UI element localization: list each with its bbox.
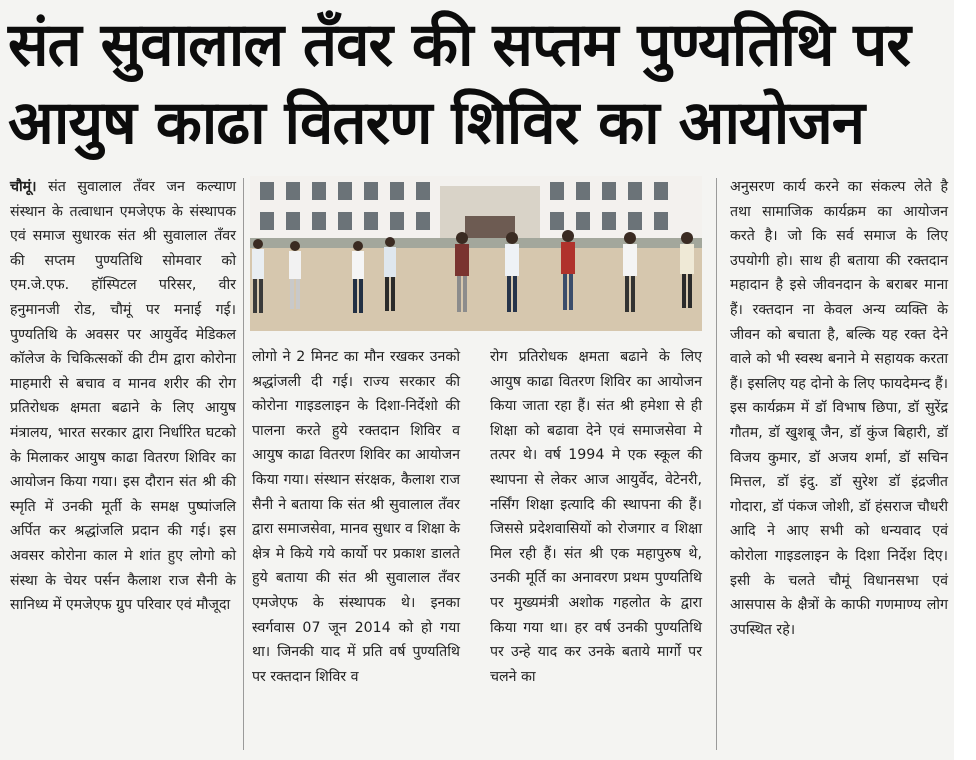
column-2-text: लोगो ने 2 मिनट का मौन रखकर उनको श्रद्धांजली दी गई। राज्य सरकार की कोरोना गाइडलाइन के दिशा-निर्देशो की पालना करते हुये रक्तदान शिविर व आयुष काढा वितरण शिविर का आयोजन किया गया। संस्थान संरक्षक, कैलाश राज सैनी ने बताया कि संत श्री सुवालाल तँवर द्वारा समाजसेवा, मानव सुधार व शिक्षा के क्षेत्र मे किये गये कार्यो पर प्रकाश डालते हुये बताया की संत श्री सुवालाल तँवर एमजेएफ के संस्थापक थे। इनका स्वर्गवास 07 जून 2014 को हो गया था। जिनकी याद में प्रति वर्ष पुण्यतिथि पर रक्तदान शिविर व <box>252 349 460 685</box>
headline-line-2: आयुष काढा वितरण शिविर का आयोजन <box>8 88 865 158</box>
article-column-2 <box>252 345 460 689</box>
column-1-text: संत सुवालाल तँवर जन कल्याण संस्थान के तत्वाधान एमजेएफ के संस्थापक एवं समाज सुधारक संत श्री सुवालाल तँवर की सप्तम पुण्यतिथि सोमवार को एम.जे.एफ. हॉस्पिटल परिसर, वीर हनुमानजी रोड, चौमूं पर मनाई गई। पुण्यतिथि के अवसर पर आयुर्वेद मेडिकल कॉलेज के चिकित्सकों की टीम द्वारा कोरोना माहमारी से बचाव व मानव शरीर की रोग प्रतिरोधक क्षमता बढाने के लिए आयुष मंत्रालय, भारत सरकार द्वारा निर्धारित घटको के मिलाकर आयुष काढा वितरण शिविर का आयोजन किया गया। इस दौरान संत श्री की स्मृति में उनकी मूर्ती के समक्ष पुष्पांजलि अर्पित कर श्रद्धांजलि प्रदान की गई। इस अवसर कोरोना काल मे शांत हुए लोगो को संस्था के चेयर पर्सन कैलाश राज सैनी के सानिध्य में एमजेएफ ग्रुप परिवार एवं मौजूदा <box>10 179 236 614</box>
article-column-3 <box>490 345 702 689</box>
headline <box>8 6 948 162</box>
article-column-1 <box>10 175 236 618</box>
event-photo <box>250 176 702 331</box>
article-column-4 <box>730 175 948 642</box>
column-3-text: रोग प्रतिरोधक क्षमता बढाने के लिए आयुष काढा वितरण शिविर का आयोजन किया जाता रहा हैं। संत श्री हमेशा से ही शिक्षा को बढावा देने एवं समाजसेवा मे तत्पर थे। वर्ष 1994 मे एक स्कूल की स्थापना से लेकर आज आयुर्वेद, वेटेनरी, नर्सिंग शिक्षा इत्यादि की स्थापना की हैं। जिससे प्रदेशवासियों को रोजगार व शिक्षा मिल रही हैं। संत श्री एक महापुरुष थे, उनकी मूर्ति का अनावरण प्रथम पुण्यतिथि पर मुख्यमंत्री अशोक गहलोत के द्वारा किया गया था। हर वर्ष उनकी पुण्यतिथि पर उन्हे याद कर उनके बताये मार्गो पर चलने का <box>490 349 702 685</box>
column-divider <box>716 178 717 750</box>
page-edge <box>954 0 976 760</box>
dateline: चौमूं। <box>10 179 37 195</box>
column-4-text: अनुसरण कार्य करने का संकल्प लेते है तथा सामाजिक कार्यक्रम का आयोजन करते है। जो कि सर्व समाज के लिए उपयोगी हो। साथ ही बताया की रक्तदान महादान है इसे जीवनदान के बराबर माना हैं। रक्तदान ना केवल अन्य व्यक्ति के जीवन को बचाता है, बल्कि यह रक्त देने वाले को भी स्वस्थ बनाने मे सहायक करता हैं। इसलिए यह दोनो के लिए फायदेमन्द हैं। इस कार्यक्रम में डॉ विभाष छिपा, डॉ सुरेंद्र गौतम, डॉ खुशबू जैन, डॉ कुंज बिहारी, डॉ विजय कुमार, डॉ अजय शर्मा, डॉ सचिन मित्तल, डॉ इंदु. डॉ सुरेश डॉ इंद्रजीत गोदारा, डॉ पंकज जोशी, डॉ हंसराज चौधरी आदि ने आए सभी को धन्यवाद एवं कोरोला गाइडलाइन के दिशा निर्देश दिए। इसी के चलते चौमूं विधानसभा एवं आसपास के क्षैत्रों के काफी गणमाण्य लोग उपस्थित रहे। <box>730 179 948 638</box>
column-divider <box>243 178 244 750</box>
event-photo-illustration <box>250 176 702 331</box>
headline-line-1: संत सुवालाल तँवर की सप्तम पुण्यतिथि पर <box>8 10 910 80</box>
